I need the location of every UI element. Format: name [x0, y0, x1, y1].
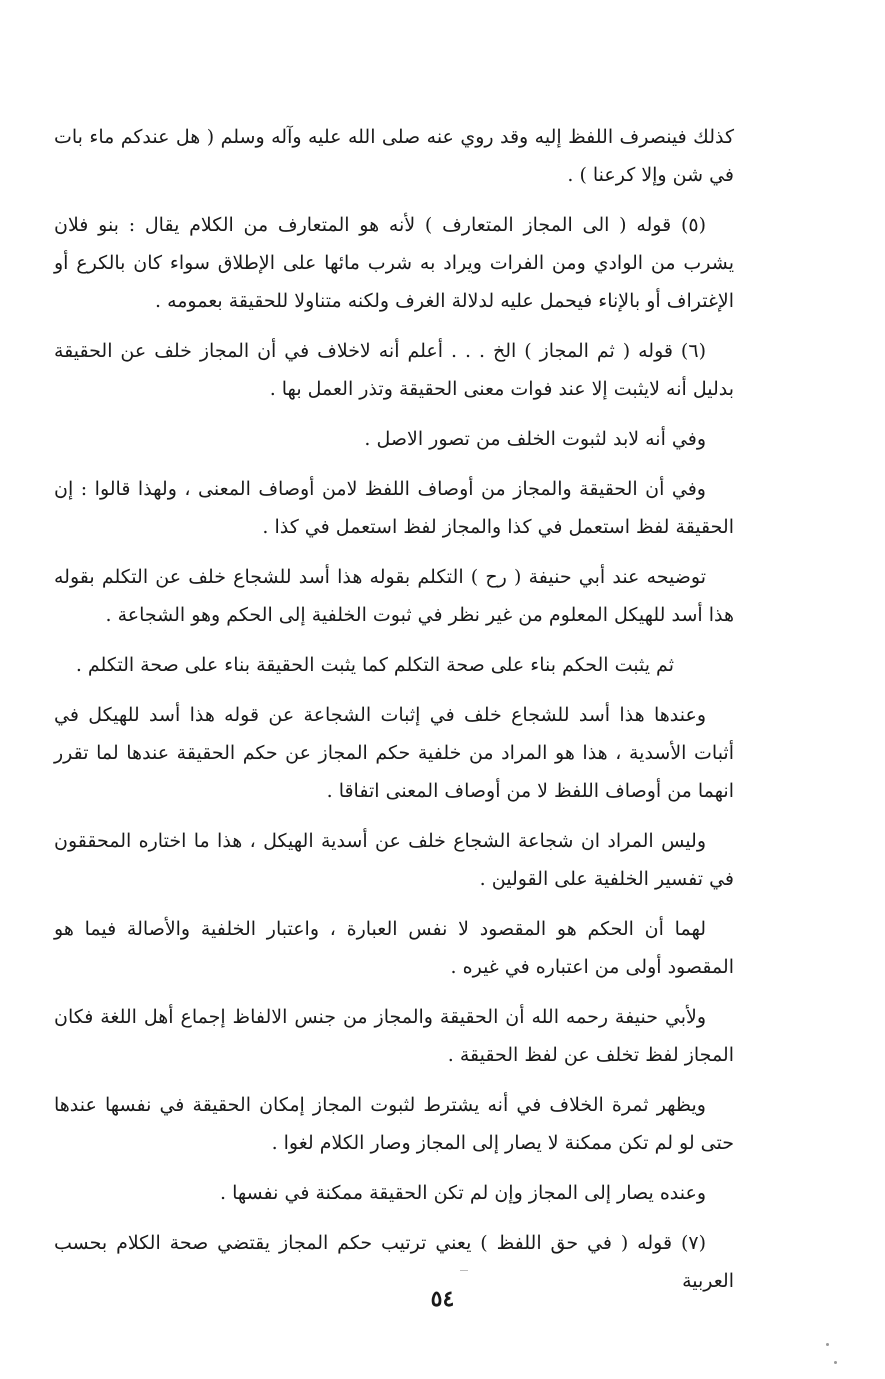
paragraph-7: ثم يثبت الحكم بناء على صحة التكلم كما يثبت الحقيقة بناء على صحة التكلم . — [75, 654, 674, 676]
paragraph-2: (٥) قوله ( الى المجاز المتعارف ) لأنه هو المتعارف من الكلام يقال : بنو فلان يشرب من الوادي ومن الفرات ويراد به شرب مائها على الإطلاق سواء كان بالكرع أو الإغتراف أو بالإناء فيحمل عليه لدلالة الغرف ولكنه متناولا للحقيقة بعمومه . — [54, 214, 734, 312]
page-number: ٥٤ — [430, 1286, 455, 1312]
scan-speck — [834, 1361, 837, 1364]
paragraph-12: ويظهر ثمرة الخلاف في أنه يشترط لثبوت المجاز إمكان الحقيقة في نفسها عندها حتى لو لم تكن ممكنة لا يصار إلى المجاز وصار الكلام لغوا . — [54, 1094, 734, 1154]
paragraph-1: كذلك فينصرف اللفظ إليه وقد روي عنه صلى الله عليه وآله وسلم ( هل عندكم ماء بات في شن وإلا كرعنا ) . — [54, 126, 734, 186]
paragraph-10: لهما أن الحكم هو المقصود لا نفس العبارة ، واعتبار الخلفية والأصالة فيما هو المقصود أولى من اعتباره في غيره . — [54, 918, 734, 978]
paragraph-14: (٧) قوله ( في حق اللفظ ) يعني ترتيب حكم المجاز يقتضي صحة الكلام بحسب العربية — [54, 1232, 734, 1292]
paragraph-13: وعنده يصار إلى المجاز وإن لم تكن الحقيقة ممكنة في نفسها . — [219, 1182, 706, 1204]
paragraph-4: وفي أنه لابد لثبوت الخلف من تصور الاصل . — [364, 428, 706, 450]
scan-speck — [826, 1343, 829, 1346]
paragraph-6: توضيحه عند أبي حنيفة ( رح ) التكلم بقوله هذا أسد للشجاع خلف عن التكلم بقوله هذا أسد للهيكل المعلوم من غير نظر في ثبوت الخلفية إلى الحكم وهو الشجاعة . — [54, 566, 734, 626]
paragraph-3: (٦) قوله ( ثم المجاز ) الخ . . . أعلم أنه لاخلاف في أن المجاز خلف عن الحقيقة بدليل أنه لايثبت إلا عند فوات معنى الحقيقة وتذر العمل بها . — [54, 340, 734, 400]
paragraph-9: وليس المراد ان شجاعة الشجاع خلف عن أسدية الهيكل ، هذا ما اختاره المحققون في تفسير الخلفية على القولين . — [54, 830, 734, 890]
body-text — [54, 118, 734, 1312]
paragraph-11: ولأبي حنيفة رحمه الله أن الحقيقة والمجاز من جنس الالفاظ إجماع أهل اللغة فكان المجاز لفظ تخلف عن لفظ الحقيقة . — [54, 1006, 734, 1066]
paragraph-5: وفي أن الحقيقة والمجاز من أوصاف اللفظ لامن أوصاف المعنى ، ولهذا قالوا : إن الحقيقة لفظ استعمل في كذا والمجاز لفظ استعمل في كذا . — [54, 478, 734, 538]
separator-mark — [460, 1270, 468, 1271]
paragraph-8: وعندها هذا أسد للشجاع خلف في إثبات الشجاعة عن قوله هذا أسد للهيكل في أثبات الأسدية ، هذا هو المراد من خلفية حكم المجاز عن حكم الحقيقة عندها لما تقرر انهما من أوصاف اللفظ لا من أوصاف المعنى اتفاقا . — [54, 704, 734, 802]
